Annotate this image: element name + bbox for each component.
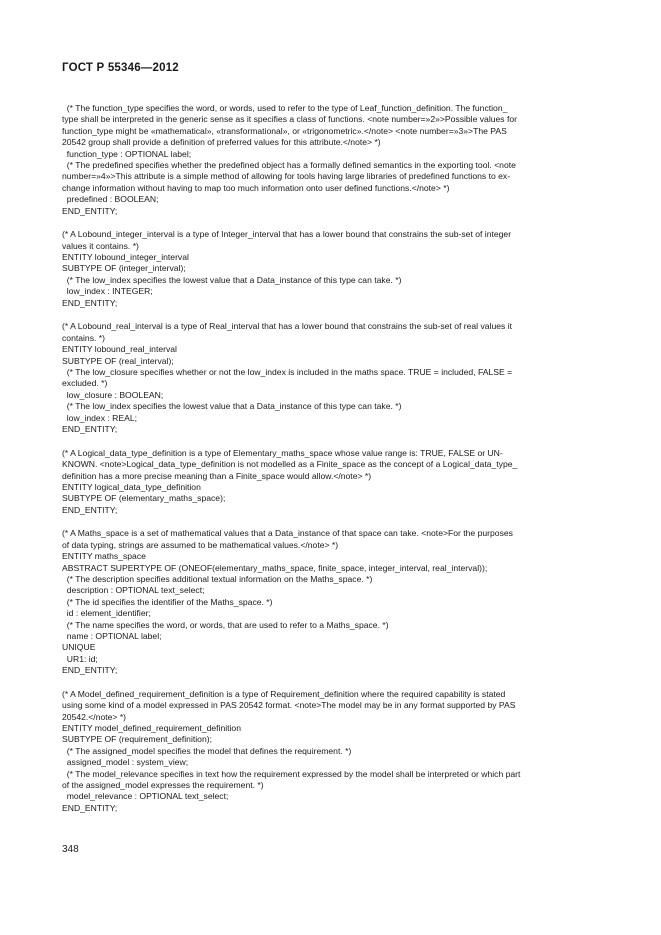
text-line: 20542 group shall provide a definition of preferred values for this attribute.</note> *) [62, 137, 381, 148]
text-line: UR1: id; [62, 653, 98, 664]
text-line: low_index : REAL; [62, 412, 137, 423]
schema-block [62, 229, 600, 309]
block-spacer [62, 217, 600, 229]
text-line: values it contains. *) [62, 240, 139, 251]
text-line: END_ENTITY; [62, 205, 118, 216]
page-number: 348 [62, 844, 79, 855]
text-line: excluded. *) [62, 378, 108, 389]
text-line: of the assigned_model expresses the requirement. *) [62, 780, 264, 791]
text-line: END_ENTITY; [62, 504, 118, 515]
text-line: id : element_identifier; [62, 608, 151, 619]
text-line: ENTITY lobound_real_interval [62, 344, 177, 355]
text-line: (* The model_relevance specifies in text how the requirement expressed by the model shall be interpreted or which part [62, 768, 521, 779]
text-line: model_relevance : OPTIONAL text_select; [62, 791, 229, 802]
schema-block [62, 689, 600, 814]
text-line: (* The assigned_model specifies the model that defines the requirement. *) [62, 745, 352, 756]
text-line: (* A Logical_data_type_definition is a type of Elementary_maths_space whose value range is: TRUE, FALSE or UN- [62, 447, 503, 458]
block-spacer [62, 677, 600, 689]
text-line: ENTITY logical_data_type_definition [62, 481, 201, 492]
text-line: definition has a more precise meaning than a Finite_space would allow.</note> *) [62, 470, 372, 481]
block-spacer [62, 435, 600, 447]
page-header-title: ГОСТ Р 55346—2012 [62, 62, 179, 74]
text-line: END_ENTITY; [62, 297, 118, 308]
text-line: END_ENTITY; [62, 665, 118, 676]
schema-block [62, 321, 600, 435]
text-line: SUBTYPE OF (requirement_definition); [62, 734, 212, 745]
text-line: low_index : INTEGER; [62, 286, 153, 297]
text-line: (* The name specifies the word, or words, that are used to refer to a Maths_space. *) [62, 619, 389, 630]
text-line: SUBTYPE OF (elementary_maths_space); [62, 493, 226, 504]
text-line: UNIQUE [62, 642, 96, 653]
text-line: using some kind of a model expressed in PAS 20542 format. <note>The model may be in any format supported by PAS [62, 700, 516, 711]
block-spacer [62, 309, 600, 321]
text-line: (* The low_index specifies the lowest value that a Data_instance of this type can take. *) [62, 274, 402, 285]
text-line: contains. *) [62, 332, 105, 343]
text-line: (* The low_closure specifies whether or not the low_index is included in the maths space. TRUE = included, FALSE = [62, 366, 513, 377]
block-spacer [62, 516, 600, 528]
text-line: KNOWN. <note>Logical_data_type_definition is not modelled as a Finite_space as the concept of a Logical_data_type_ [62, 459, 518, 470]
text-line: END_ENTITY; [62, 802, 118, 813]
text-line: (* The function_type specifies the word, or words, used to refer to the type of Leaf_function_definition. The function_ [62, 103, 508, 113]
text-line: 20542.</note> *) [62, 711, 127, 722]
text-line: predefined : BOOLEAN; [62, 194, 159, 205]
text-line: (* The low_index specifies the lowest value that a Data_instance of this type can take. *) [62, 401, 402, 412]
text-line: function_type : OPTIONAL label; [62, 148, 192, 159]
document-body [62, 103, 600, 814]
text-line: type shall be interpreted in the generic sense as it specifies a class of functions. <note number=»2»>Possible values for [62, 114, 518, 125]
text-line: ENTITY maths_space [62, 551, 146, 562]
text-line: (* The id specifies the identifier of the Maths_space. *) [62, 596, 273, 607]
text-line: low_closure : BOOLEAN; [62, 389, 164, 400]
text-line: function_type might be «mathematical», «transformational», or «trigonometric».</note> <note number=»3»>The PAS [62, 125, 507, 136]
text-line: description : OPTIONAL text_select; [62, 585, 205, 596]
text-line: ABSTRACT SUPERTYPE OF (ONEOF(elementary_maths_space, finite_space, integer_interval, real_interval)); [62, 562, 488, 573]
text-line: SUBTYPE OF (integer_interval); [62, 263, 186, 274]
text-line: assigned_model : system_view; [62, 757, 189, 768]
text-line: (* A Lobound_real_interval is a type of Real_interval that has a lower bound that constrains the sub-set of real values it [62, 321, 513, 332]
text-line: (* A Maths_space is a set of mathematical values that a Data_instance of that space can take. <note>For the purposes [62, 528, 513, 539]
schema-block [62, 528, 600, 676]
text-line: of data typing, strings are assumed to be mathematical values.</note> *) [62, 539, 339, 550]
text-line: change information without having to map too much information onto user defined functions.</note> *) [62, 182, 450, 193]
text-line: END_ENTITY; [62, 423, 118, 434]
text-line: (* A Model_defined_requirement_definition is a type of Requirement_definition where the required capability is stated [62, 688, 506, 699]
text-line: (* The description specifies additional textual information on the Maths_space. *) [62, 574, 373, 585]
schema-block [62, 448, 600, 516]
text-line: name : OPTIONAL label; [62, 630, 162, 641]
schema-block [62, 103, 600, 217]
text-line: number=»4»>This attribute is a simple method of allowing for tools having large libraries of predefined functions to ex- [62, 171, 511, 182]
text-line: ENTITY lobound_integer_interval [62, 252, 189, 263]
text-line: ENTITY model_defined_requirement_definition [62, 723, 241, 734]
text-line: SUBTYPE OF (real_interval); [62, 355, 174, 366]
text-line: (* The predefined specifies whether the predefined object has a formally defined semantics in the exporting tool. <note [62, 159, 516, 170]
text-line: (* A Lobound_integer_interval is a type of Integer_interval that has a lower bound that constrains the sub-set of integer [62, 229, 512, 240]
